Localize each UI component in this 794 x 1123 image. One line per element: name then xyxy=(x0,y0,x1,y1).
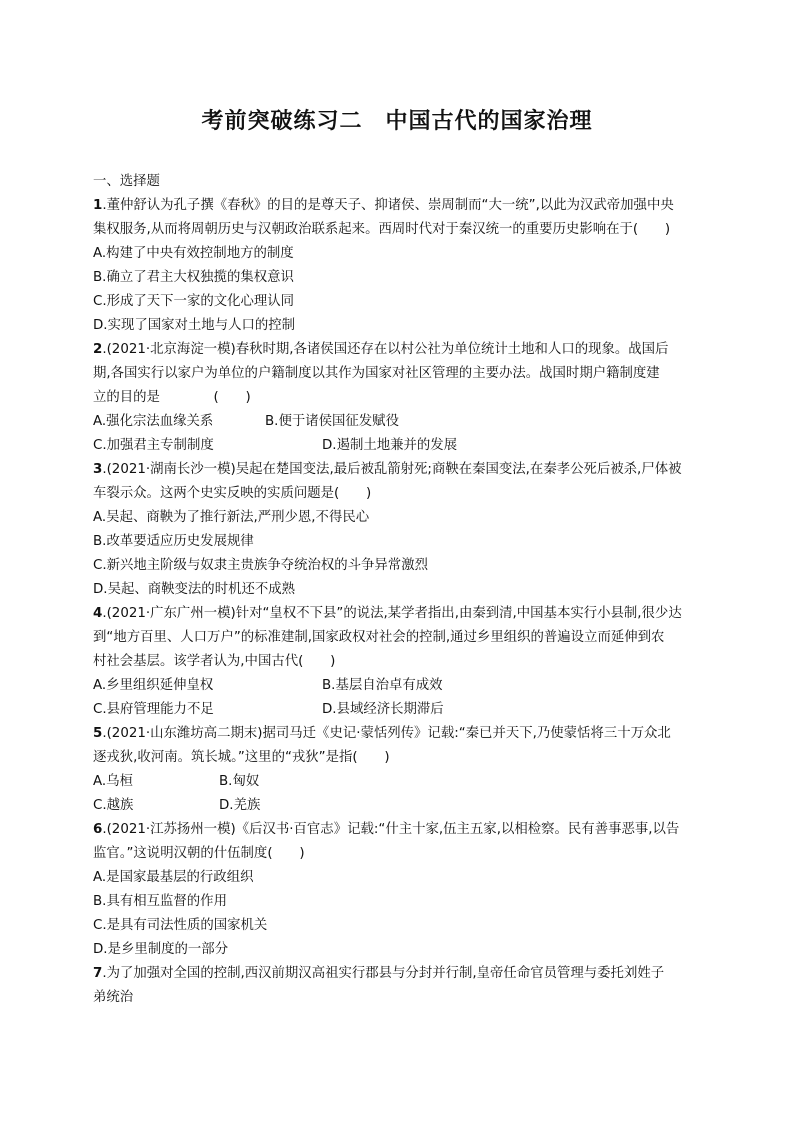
option-a[interactable]: A.乡里组织延伸皇权 xyxy=(93,678,214,693)
question-number: 7 xyxy=(93,966,103,981)
question-number: 5 xyxy=(93,726,103,741)
question-2 xyxy=(93,338,708,458)
option-d[interactable]: D.是乡里制度的一部分 xyxy=(93,942,229,957)
question-stem-line: 到“地方百里、人口万户”的标准建制,国家政权对社会的控制,通过乡里组织的普遍设立而延伸到农 xyxy=(93,630,665,645)
page-title: 考前突破练习二 中国古代的国家治理 xyxy=(201,109,593,134)
question-stem-line: 7.为了加强对全国的控制,西汉前期汉高祖实行郡县与分封并行制,皇帝任命官员管理与委托刘姓子 xyxy=(93,966,665,981)
option-d[interactable]: D.羌族 xyxy=(219,798,261,813)
question-number: 2 xyxy=(93,342,103,357)
option-d[interactable]: D.遏制土地兼并的发展 xyxy=(322,438,458,453)
question-stem-line: 1.董仲舒认为孔子撰《春秋》的目的是尊天子、抑诸侯、崇周制而“大一统”,以此为汉武帝加强中央 xyxy=(93,198,674,213)
option-b[interactable]: B.改革要适应历史发展规律 xyxy=(93,534,254,549)
question-4 xyxy=(93,602,708,722)
question-stem-line: 村社会基层。该学者认为,中国古代( ) xyxy=(93,654,336,669)
question-3 xyxy=(93,458,708,602)
option-b[interactable]: B.基层自治卓有成效 xyxy=(322,678,443,693)
question-stem-line: 逐戎狄,收河南。筑长城。”这里的“戎狄”是指( ) xyxy=(93,750,390,765)
question-1 xyxy=(93,194,708,338)
option-a[interactable]: A.强化宗法血缘关系 xyxy=(93,414,214,429)
option-a[interactable]: A.吴起、商鞅为了推行新法,严刑少恩,不得民心 xyxy=(93,510,370,525)
option-c[interactable]: C.是具有司法性质的国家机关 xyxy=(93,918,268,933)
question-number: 4 xyxy=(93,606,103,621)
option-b[interactable]: B.确立了君主大权独揽的集权意识 xyxy=(93,270,294,285)
option-c[interactable]: C.越族 xyxy=(93,798,134,813)
question-stem-line: 集权服务,从而将周朝历史与汉朝政治联系起来。西周时代对于秦汉统一的重要历史影响在于( ) xyxy=(93,222,671,237)
option-c[interactable]: C.新兴地主阶级与奴隶主贵族争夺统治权的斗争异常激烈 xyxy=(93,558,428,573)
option-d[interactable]: D.吴起、商鞅变法的时机还不成熟 xyxy=(93,582,296,597)
question-stem-line: 立的目的是 ( ) xyxy=(93,390,251,405)
option-b[interactable]: B.便于诸侯国征发赋役 xyxy=(265,414,399,429)
question-stem-line: 监官。”这说明汉朝的什伍制度( ) xyxy=(93,846,305,861)
question-number: 1 xyxy=(93,198,103,213)
question-stem-line: 4.(2021·广东广州一模)针对“皇权不下县”的说法,某学者指出,由秦到清,中国基本实行小县制,很少达 xyxy=(93,606,682,621)
option-row xyxy=(93,770,708,794)
option-d[interactable]: D.县域经济长期滞后 xyxy=(322,702,444,717)
option-b[interactable]: B.具有相互监督的作用 xyxy=(93,894,227,909)
question-number: 6 xyxy=(93,822,103,837)
option-row xyxy=(93,698,708,722)
option-row xyxy=(93,674,708,698)
question-stem-line: 车裂示众。这两个史实反映的实质问题是( ) xyxy=(93,486,372,501)
option-a[interactable]: A.乌桓 xyxy=(93,774,133,789)
option-row xyxy=(93,794,708,818)
question-5 xyxy=(93,722,708,818)
question-stem-line: 6.(2021·江苏扬州一模)《后汉书·百官志》记载:“什主十家,伍主五家,以相检察。民有善事恶事,以告 xyxy=(93,822,680,837)
option-d[interactable]: D.实现了国家对土地与人口的控制 xyxy=(93,318,296,333)
option-a[interactable]: A.是国家最基层的行政组织 xyxy=(93,870,254,885)
question-number: 3 xyxy=(93,462,103,477)
option-c[interactable]: C.县府管理能力不足 xyxy=(93,702,214,717)
question-stem-line: 3.(2021·湖南长沙一模)吴起在楚国变法,最后被乱箭射死;商鞅在秦国变法,在秦孝公死后被杀,尸体被 xyxy=(93,462,682,477)
option-b[interactable]: B.匈奴 xyxy=(219,774,260,789)
option-row xyxy=(93,410,708,434)
option-c[interactable]: C.加强君主专制制度 xyxy=(93,438,214,453)
question-stem-line: 5.(2021·山东潍坊高二期末)据司马迁《史记·蒙恬列传》记载:“秦已并天下,乃使蒙恬将三十万众北 xyxy=(93,726,671,741)
question-stem-line: 期,各国实行以家户为单位的户籍制度以其作为国家对社区管理的主要办法。战国时期户籍制度建 xyxy=(93,366,660,381)
question-6 xyxy=(93,818,708,962)
option-row xyxy=(93,434,708,458)
question-7 xyxy=(93,962,708,1010)
question-stem-line: 弟统治 xyxy=(93,990,134,1005)
option-c[interactable]: C.形成了天下一家的文化心理认同 xyxy=(93,294,295,309)
question-stem-line: 2.(2021·北京海淀一模)春秋时期,各诸侯国还存在以村公社为单位统计土地和人口的现象。战国后 xyxy=(93,342,669,357)
question-list xyxy=(93,170,708,1010)
section-heading: 一、选择题 xyxy=(93,174,160,189)
option-a[interactable]: A.构建了中央有效控制地方的制度 xyxy=(93,246,294,261)
